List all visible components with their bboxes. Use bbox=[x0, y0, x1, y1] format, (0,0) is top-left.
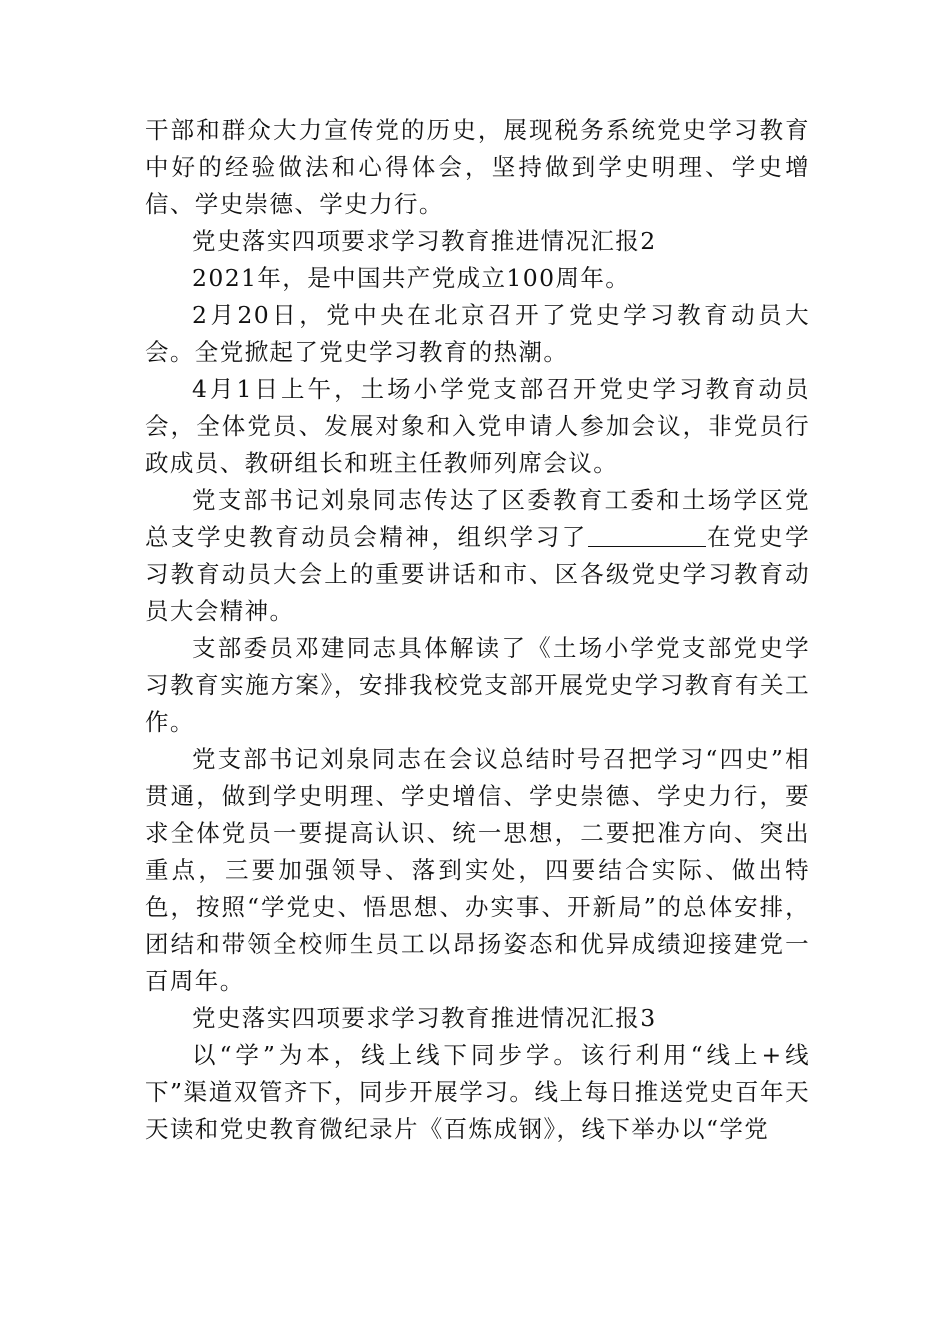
paragraph-5-after-blank: 在党史学习教育动员大会上的重要讲话和市、区各级党史学习教育动员大会精神。 bbox=[145, 523, 810, 625]
paragraph-8: 以“学”为本，线上线下同步学。该行利用“线上+线下”渠道双管齐下，同步开展学习。线上每日推送党史百年天天读和党史教育微纪录片《百炼成钢》，线下举办以“学党 bbox=[145, 1041, 810, 1143]
paragraph-2: 2021年，是中国共产党成立100周年。 bbox=[192, 264, 631, 292]
paragraph-6: 支部委员邓建同志具体解读了《土场小学党支部党史学习教育实施方案》，安排我校党支部开展党史学习教育有关工作。 bbox=[145, 634, 810, 736]
document-page bbox=[145, 112, 810, 1148]
fill-in-blank bbox=[588, 523, 706, 548]
paragraph-3: 2月20日，党中央在北京召开了党史学习教育动员大会。全党掀起了党史学习教育的热潮。 bbox=[145, 301, 810, 366]
paragraph-4: 4月1日上午，土场小学党支部召开党史学习教育动员会，全体党员、发展对象和入党申请人参加会议，非党员行政成员、教研组长和班主任教师列席会议。 bbox=[145, 375, 810, 477]
paragraph-5 bbox=[145, 482, 810, 630]
paragraph-1: 干部和群众大力宣传党的历史，展现税务系统党史学习教育中好的经验做法和心得体会，坚持做到学史明理、学史增信、学史崇德、学史力行。 bbox=[145, 116, 810, 218]
paragraph-5-before-blank: 党支部书记刘泉同志传达了区委教育工委和土场学区党总支学史教育动员会精神，组织学习了 bbox=[145, 486, 810, 551]
report-2-heading: 党史落实四项要求学习教育推进情况汇报2 bbox=[192, 227, 657, 255]
paragraph-7: 党支部书记刘泉同志在会议总结时号召把学习“四史”相贯通，做到学史明理、学史增信、学史崇德、学史力行，要求全体党员一要提高认识、统一思想，二要把准方向、突出重点，三要加强领导、落到实处，四要结合实际、做出特色，按照“学党史、悟思想、办实事、开新局”的总体安排，团结和带领全校师生员工以昂扬姿态和优异成绩迎接建党一百周年。 bbox=[145, 745, 810, 995]
report-3-heading: 党史落实四项要求学习教育推进情况汇报3 bbox=[192, 1004, 657, 1032]
